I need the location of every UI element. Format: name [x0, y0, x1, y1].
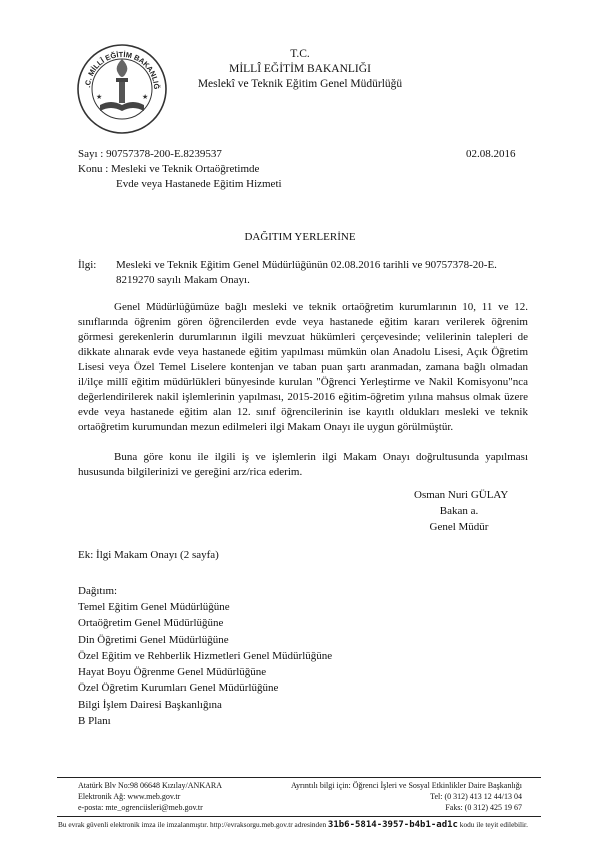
- header-ministry: MİLLÎ EĞİTİM BAKANLIĞI: [229, 63, 371, 75]
- verification-code: 31b6-5814-3957-b4b1-ad1c: [327, 820, 458, 830]
- distribution-item: B Planı: [78, 715, 111, 728]
- header-directorate: Meslekî ve Teknik Eğitim Genel Müdürlüğü: [197, 78, 403, 90]
- footer-email: e-posta: mte_ogrenciisleri@meb.gov.tr: [78, 803, 203, 812]
- footer-website: Elektronik Ağ: www.meb.gov.tr: [78, 792, 181, 801]
- attachment-note: Ek: İlgi Makam Onayı (2 sayfa): [78, 549, 219, 561]
- body-paragraph-2: Buna göre konu ile ilgili iş ve işlemlerin ilgi Makam Onayı doğrultusunda yapılması hususunda bilgilerinizi ve gereğini arz/rica ederim.: [78, 451, 528, 478]
- body-paragraph-1: Genel Müdürlüğümüze bağlı mesleki ve teknik ortaöğretim kurumlarının 10, 11 ve 12. sınıflarında öğrenim gören öğrencilerden evde veya hastanede eğitim kararı verilerek öğrenim görmesi gerekenlerin durumlarının ilgili mevzuat hükümleri çerçevesinde; velilerinin talepleri de dikkate alınarak evde veya hastanede eğitim yapılması mümkün olan Anadolu Lisesi, Açık Öğretim Lisesi veya Özel Temel Liselere kontenjan ve taban puan şartı aranmadan, zamana bağlı olmadan il/ilçe millî eğitim müdürlükleri bünyesinde kurulan "Öğrenci Yerleştirme ve Nakil Komisyonu"nca değerlendirilerek nakil işlemlerinin yapılması, 2015-2016 eğitim-öğretim yılına mahsus olmak üzere evde veya hastanede eğitim alan 12. sınıf öğrencilerinin ise kayıtlı oldukları mesleki ve teknik ortaöğretim kurumundan mezun edilmeleri ilgi Makam Onayı ile uygun görülmüştür.: [78, 301, 528, 433]
- subject-line-2: Evde veya Hastanede Eğitim Hizmeti: [116, 178, 282, 190]
- reference-label: İlgi:: [78, 259, 97, 271]
- verification-text: Bu evrak güvenli elektronik imza ile imzalanmıştır. http://evraksorgu.meb.gov.tr adresinden: [58, 820, 327, 829]
- distribution-item: Temel Eğitim Genel Müdürlüğüne: [78, 601, 230, 613]
- distribution-item: Özel Eğitim ve Rehberlik Hizmetleri Genel Müdürlüğüne: [78, 649, 333, 662]
- document-date: 02.08.2016: [466, 148, 516, 160]
- distribution-item: Ortaöğretim Genel Müdürlüğüne: [78, 617, 224, 630]
- svg-text:★: ★: [96, 93, 103, 101]
- reference-line-1: Mesleki ve Teknik Eğitim Genel Müdürlüğünün 02.08.2016 tarihli ve 90757378-20-E.: [116, 259, 497, 271]
- distribution-item: Bilgi İşlem Dairesi Başkanlığına: [78, 698, 222, 711]
- signatory-title-1: Bakan a.: [439, 505, 479, 517]
- addressee: DAĞITIM YERLERİNE: [244, 231, 356, 243]
- svg-text:★: ★: [142, 93, 149, 101]
- footer-phone: Tel: (0 312) 413 12 44/13 04: [430, 792, 522, 801]
- distribution-list: [78, 599, 332, 729]
- footer-divider: [57, 777, 541, 778]
- footer-address: Atatürk Blv No:98 06648 Kızılay/ANKARA: [78, 781, 222, 790]
- footer-fax: Faks: (0 312) 425 19 67: [445, 803, 522, 812]
- signatory-name: Osman Nuri GÜLAY: [414, 489, 509, 501]
- verification-note: [58, 819, 528, 831]
- distribution-item: Özel Öğretim Kurumları Genel Müdürlüğüne: [78, 682, 279, 695]
- distribution-item: Din Öğretimi Genel Müdürlüğüne: [78, 633, 229, 646]
- signatory-title-2: Genel Müdür: [429, 521, 489, 533]
- verification-divider: [57, 816, 541, 817]
- distribution-label: Dağıtım:: [78, 585, 118, 597]
- distribution-item: Hayat Boyu Öğrenme Genel Müdürlüğüne: [78, 666, 267, 679]
- document-number: Sayı : 90757378-200-E.8239537: [78, 148, 222, 160]
- header-tc: T.C.: [290, 48, 310, 60]
- footer-contact-unit: Ayrıntılı bilgi için: Öğrenci İşleri ve Sosyal Etkinlikler Daire Başkanlığı: [291, 781, 522, 790]
- verification-suffix: kodu ile teyit edilebilir.: [459, 820, 528, 829]
- subject-line-1: Konu : Mesleki ve Teknik Ortaöğretimde: [78, 163, 260, 175]
- svg-text:T.C. MİLLÎ EĞİTİM BAKANLIĞI: .C. MİLLÎ EĞİTİM BAKANLIĞ: [83, 49, 162, 90]
- reference-line-2: 8219270 sayılı Makam Onayı.: [116, 274, 250, 286]
